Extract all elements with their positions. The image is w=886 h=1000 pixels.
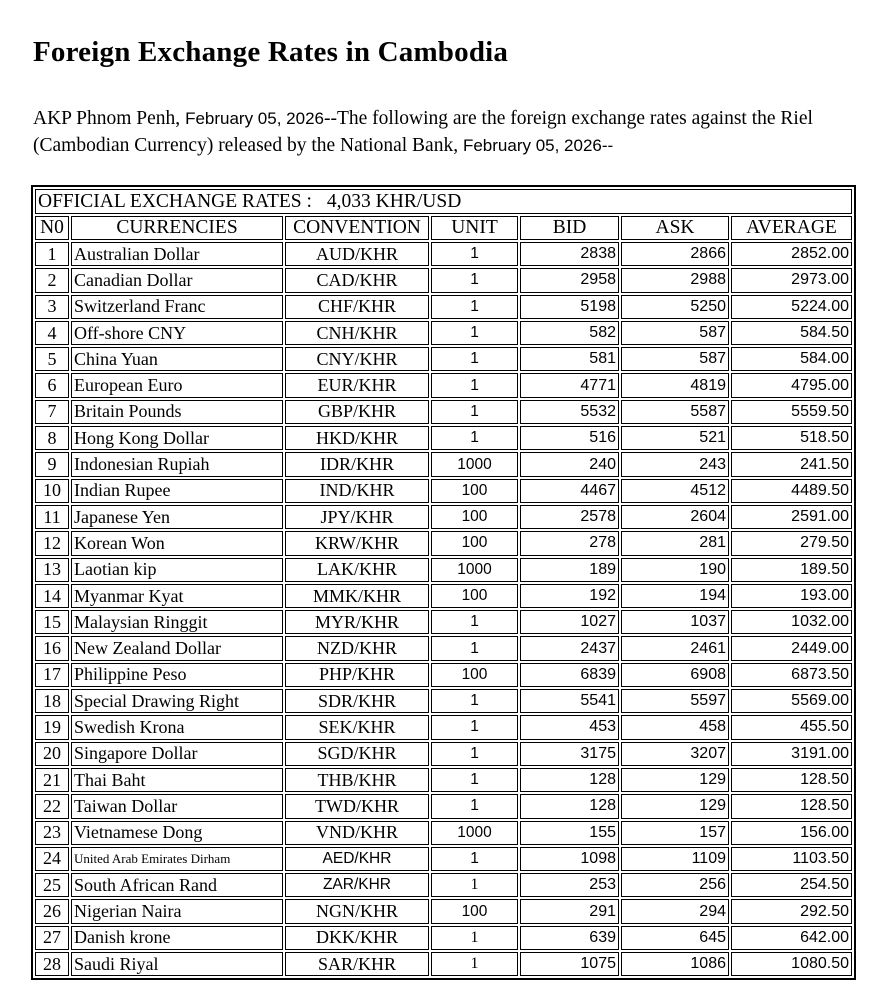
- table-row: [35, 926, 852, 950]
- table-cell-no: 10: [35, 479, 69, 503]
- table-cell-no: 28: [35, 952, 69, 976]
- intro-segment: AKP Phnom Penh,: [33, 108, 186, 129]
- table-cell-bid: 2838: [520, 242, 619, 266]
- table-cell-currency: Saudi Riyal: [71, 952, 283, 976]
- table-cell-currency: Indonesian Rupiah: [71, 452, 283, 476]
- table-cell-bid: 5198: [520, 295, 619, 319]
- table-cell-ask: 587: [621, 321, 729, 345]
- table-cell-convention: SGD/KHR: [285, 742, 429, 766]
- table-cell-unit: 1: [431, 742, 518, 766]
- official-rate-row: [35, 189, 852, 214]
- table-cell-convention: THB/KHR: [285, 768, 429, 792]
- table-cell-unit: 1: [431, 847, 518, 871]
- table-cell-currency: Australian Dollar: [71, 242, 283, 266]
- column-header-row: [35, 216, 852, 240]
- table-cell-convention: MYR/KHR: [285, 610, 429, 634]
- intro-segment: February 05, 2026--: [462, 136, 614, 155]
- table-cell-average: 2973.00: [731, 268, 852, 292]
- official-rate-header: [35, 189, 852, 214]
- table-cell-bid: 1098: [520, 847, 619, 871]
- table-cell-no: 22: [35, 794, 69, 818]
- table-cell-ask: 458: [621, 715, 729, 739]
- table-cell-convention: IND/KHR: [285, 479, 429, 503]
- table-cell-currency: Malaysian Ringgit: [71, 610, 283, 634]
- table-cell-no: 19: [35, 715, 69, 739]
- table-cell-currency: Philippine Peso: [71, 663, 283, 687]
- table-cell-currency: Off-shore CNY: [71, 321, 283, 345]
- table-cell-average: 6873.50: [731, 663, 852, 687]
- table-cell-no: 18: [35, 689, 69, 713]
- table-cell-no: 27: [35, 926, 69, 950]
- table-cell-ask: 256: [621, 873, 729, 897]
- table-cell-ask: 294: [621, 899, 729, 923]
- table-cell-convention: MMK/KHR: [285, 584, 429, 608]
- table-row: [35, 479, 852, 503]
- table-cell-no: 26: [35, 899, 69, 923]
- table-cell-convention: CNH/KHR: [285, 321, 429, 345]
- table-cell-convention: JPY/KHR: [285, 505, 429, 529]
- table-cell-currency: Switzerland Franc: [71, 295, 283, 319]
- table-cell-ask: 2461: [621, 636, 729, 660]
- table-cell-unit: 1000: [431, 452, 518, 476]
- table-cell-no: 7: [35, 400, 69, 424]
- table-cell-no: 24: [35, 847, 69, 871]
- table-cell-bid: 278: [520, 531, 619, 555]
- table-cell-no: 9: [35, 452, 69, 476]
- table-cell-bid: 6839: [520, 663, 619, 687]
- table-cell-ask: 243: [621, 452, 729, 476]
- table-cell-no: 4: [35, 321, 69, 345]
- table-cell-bid: 291: [520, 899, 619, 923]
- table-cell-unit: 1: [431, 373, 518, 397]
- table-cell-average: 1080.50: [731, 952, 852, 976]
- table-cell-ask: 645: [621, 926, 729, 950]
- table-cell-currency: Britain Pounds: [71, 400, 283, 424]
- intro-paragraph: [33, 105, 849, 159]
- table-cell-average: 4489.50: [731, 479, 852, 503]
- table-row: [35, 242, 852, 266]
- table-row: [35, 636, 852, 660]
- column-header: CONVENTION: [285, 216, 429, 240]
- table-cell-currency: Hong Kong Dollar: [71, 426, 283, 450]
- table-cell-unit: 100: [431, 505, 518, 529]
- table-cell-average: 1032.00: [731, 610, 852, 634]
- official-rate-value: 4,033 KHR/USD: [326, 190, 462, 212]
- table-cell-convention: ZAR/KHR: [285, 873, 429, 897]
- table-cell-no: 23: [35, 821, 69, 845]
- table-cell-average: 1103.50: [731, 847, 852, 871]
- table-cell-bid: 128: [520, 768, 619, 792]
- table-cell-unit: 1: [431, 347, 518, 371]
- intro-segment: February 05, 2026: [185, 109, 324, 128]
- table-cell-bid: 3175: [520, 742, 619, 766]
- table-row: [35, 610, 852, 634]
- official-rate-label: OFFICIAL EXCHANGE RATES :: [38, 190, 312, 212]
- table-cell-convention: NGN/KHR: [285, 899, 429, 923]
- column-header: AVERAGE: [731, 216, 852, 240]
- table-cell-average: 584.50: [731, 321, 852, 345]
- table-cell-unit: 1: [431, 768, 518, 792]
- table-row: [35, 584, 852, 608]
- table-cell-bid: 453: [520, 715, 619, 739]
- table-cell-bid: 240: [520, 452, 619, 476]
- table-cell-average: 193.00: [731, 584, 852, 608]
- table-row: [35, 689, 852, 713]
- table-cell-bid: 5541: [520, 689, 619, 713]
- table-cell-convention: AED/KHR: [285, 847, 429, 871]
- table-cell-bid: 2958: [520, 268, 619, 292]
- table-row: [35, 373, 852, 397]
- table-cell-convention: CNY/KHR: [285, 347, 429, 371]
- table-cell-bid: 253: [520, 873, 619, 897]
- table-cell-ask: 521: [621, 426, 729, 450]
- table-cell-no: 21: [35, 768, 69, 792]
- table-cell-bid: 5532: [520, 400, 619, 424]
- intro-segment: --The following are the foreign exchange rates against the Riel (Cambodian Currency) released by the National Bank,: [33, 108, 813, 156]
- table-cell-no: 12: [35, 531, 69, 555]
- table-cell-currency: Danish krone: [71, 926, 283, 950]
- table-cell-bid: 2437: [520, 636, 619, 660]
- table-row: [35, 663, 852, 687]
- exchange-rates-table: [31, 185, 856, 980]
- table-cell-no: 14: [35, 584, 69, 608]
- table-cell-average: 156.00: [731, 821, 852, 845]
- table-cell-bid: 192: [520, 584, 619, 608]
- table-cell-currency: Myanmar Kyat: [71, 584, 283, 608]
- table-cell-ask: 194: [621, 584, 729, 608]
- column-header: ASK: [621, 216, 729, 240]
- table-row: [35, 715, 852, 739]
- table-cell-currency: South African Rand: [71, 873, 283, 897]
- table-cell-ask: 4819: [621, 373, 729, 397]
- table-cell-unit: 1: [431, 242, 518, 266]
- table-row: [35, 426, 852, 450]
- table-cell-bid: 1075: [520, 952, 619, 976]
- table-cell-ask: 1086: [621, 952, 729, 976]
- table-row: [35, 452, 852, 476]
- table-cell-currency: New Zealand Dollar: [71, 636, 283, 660]
- table-cell-bid: 2578: [520, 505, 619, 529]
- table-cell-ask: 157: [621, 821, 729, 845]
- table-cell-no: 16: [35, 636, 69, 660]
- table-cell-unit: 100: [431, 899, 518, 923]
- table-cell-bid: 4771: [520, 373, 619, 397]
- table-cell-ask: 4512: [621, 479, 729, 503]
- table-cell-convention: PHP/KHR: [285, 663, 429, 687]
- table-cell-average: 455.50: [731, 715, 852, 739]
- table-cell-convention: SAR/KHR: [285, 952, 429, 976]
- table-cell-unit: 1: [431, 400, 518, 424]
- table-cell-ask: 5587: [621, 400, 729, 424]
- table-row: [35, 742, 852, 766]
- table-cell-currency: Korean Won: [71, 531, 283, 555]
- table-cell-no: 25: [35, 873, 69, 897]
- table-cell-average: 2852.00: [731, 242, 852, 266]
- table-row: [35, 952, 852, 976]
- column-header: UNIT: [431, 216, 518, 240]
- table-cell-average: 241.50: [731, 452, 852, 476]
- table-cell-unit: 100: [431, 663, 518, 687]
- rates-table-body: [35, 242, 852, 976]
- column-header: BID: [520, 216, 619, 240]
- table-cell-no: 17: [35, 663, 69, 687]
- table-cell-ask: 587: [621, 347, 729, 371]
- table-cell-convention: AUD/KHR: [285, 242, 429, 266]
- table-cell-average: 4795.00: [731, 373, 852, 397]
- table-cell-convention: VND/KHR: [285, 821, 429, 845]
- table-cell-currency: United Arab Emirates Dirham: [71, 847, 283, 871]
- table-cell-convention: EUR/KHR: [285, 373, 429, 397]
- table-cell-average: 584.00: [731, 347, 852, 371]
- table-cell-ask: 2866: [621, 242, 729, 266]
- table-row: [35, 400, 852, 424]
- table-cell-average: 279.50: [731, 531, 852, 555]
- table-cell-currency: Singapore Dollar: [71, 742, 283, 766]
- table-cell-currency: Laotian kip: [71, 558, 283, 582]
- table-cell-unit: 1: [431, 426, 518, 450]
- table-cell-unit: 100: [431, 584, 518, 608]
- table-cell-convention: SDR/KHR: [285, 689, 429, 713]
- column-header: N0: [35, 216, 69, 240]
- table-cell-convention: HKD/KHR: [285, 426, 429, 450]
- table-cell-currency: Taiwan Dollar: [71, 794, 283, 818]
- table-row: [35, 268, 852, 292]
- table-cell-unit: 1: [431, 689, 518, 713]
- table-cell-unit: 1000: [431, 821, 518, 845]
- table-cell-unit: 1: [431, 268, 518, 292]
- table-cell-bid: 189: [520, 558, 619, 582]
- table-cell-unit: 1: [431, 926, 518, 950]
- table-cell-average: 642.00: [731, 926, 852, 950]
- table-cell-bid: 1027: [520, 610, 619, 634]
- table-cell-average: 518.50: [731, 426, 852, 450]
- table-cell-ask: 5250: [621, 295, 729, 319]
- table-cell-ask: 281: [621, 531, 729, 555]
- table-cell-convention: IDR/KHR: [285, 452, 429, 476]
- table-cell-ask: 190: [621, 558, 729, 582]
- table-cell-currency: Thai Baht: [71, 768, 283, 792]
- table-cell-ask: 3207: [621, 742, 729, 766]
- table-cell-currency: Indian Rupee: [71, 479, 283, 503]
- table-cell-ask: 129: [621, 768, 729, 792]
- table-cell-average: 5559.50: [731, 400, 852, 424]
- column-header: CURRENCIES: [71, 216, 283, 240]
- table-cell-ask: 2988: [621, 268, 729, 292]
- table-cell-bid: 581: [520, 347, 619, 371]
- table-cell-unit: 1: [431, 715, 518, 739]
- table-cell-convention: GBP/KHR: [285, 400, 429, 424]
- table-cell-no: 5: [35, 347, 69, 371]
- table-cell-no: 3: [35, 295, 69, 319]
- table-cell-currency: European Euro: [71, 373, 283, 397]
- table-cell-unit: 1: [431, 794, 518, 818]
- table-cell-average: 254.50: [731, 873, 852, 897]
- table-row: [35, 347, 852, 371]
- table-cell-ask: 1109: [621, 847, 729, 871]
- table-row: [35, 295, 852, 319]
- table-cell-convention: LAK/KHR: [285, 558, 429, 582]
- table-cell-ask: 129: [621, 794, 729, 818]
- table-cell-unit: 100: [431, 479, 518, 503]
- table-cell-convention: SEK/KHR: [285, 715, 429, 739]
- table-cell-convention: TWD/KHR: [285, 794, 429, 818]
- table-row: [35, 531, 852, 555]
- table-cell-unit: 1: [431, 321, 518, 345]
- table-cell-no: 2: [35, 268, 69, 292]
- table-row: [35, 873, 852, 897]
- table-cell-currency: Vietnamese Dong: [71, 821, 283, 845]
- table-row: [35, 558, 852, 582]
- table-cell-currency: Canadian Dollar: [71, 268, 283, 292]
- table-cell-average: 5224.00: [731, 295, 852, 319]
- table-cell-no: 20: [35, 742, 69, 766]
- table-cell-convention: CHF/KHR: [285, 295, 429, 319]
- table-cell-unit: 1: [431, 952, 518, 976]
- table-cell-bid: 639: [520, 926, 619, 950]
- table-cell-unit: 1: [431, 295, 518, 319]
- table-cell-currency: Nigerian Naira: [71, 899, 283, 923]
- table-row: [35, 768, 852, 792]
- table-cell-ask: 5597: [621, 689, 729, 713]
- table-cell-no: 1: [35, 242, 69, 266]
- table-cell-average: 292.50: [731, 899, 852, 923]
- table-cell-average: 128.50: [731, 768, 852, 792]
- table-row: [35, 899, 852, 923]
- table-row: [35, 794, 852, 818]
- table-cell-average: 128.50: [731, 794, 852, 818]
- page-title: Foreign Exchange Rates in Cambodia: [33, 36, 509, 68]
- table-cell-bid: 155: [520, 821, 619, 845]
- table-cell-unit: 1: [431, 873, 518, 897]
- table-cell-ask: 6908: [621, 663, 729, 687]
- table-cell-currency: Special Drawing Right: [71, 689, 283, 713]
- table-cell-convention: CAD/KHR: [285, 268, 429, 292]
- table-cell-bid: 128: [520, 794, 619, 818]
- table-cell-average: 5569.00: [731, 689, 852, 713]
- table-cell-currency: Japanese Yen: [71, 505, 283, 529]
- table-cell-no: 15: [35, 610, 69, 634]
- table-cell-bid: 4467: [520, 479, 619, 503]
- table-cell-unit: 1: [431, 610, 518, 634]
- table-cell-convention: DKK/KHR: [285, 926, 429, 950]
- table-cell-convention: NZD/KHR: [285, 636, 429, 660]
- rates-table-container: [31, 185, 856, 980]
- table-row: [35, 321, 852, 345]
- table-cell-unit: 1: [431, 636, 518, 660]
- table-cell-currency: China Yuan: [71, 347, 283, 371]
- table-cell-no: 13: [35, 558, 69, 582]
- table-row: [35, 847, 852, 871]
- table-cell-average: 2449.00: [731, 636, 852, 660]
- table-cell-currency: Swedish Krona: [71, 715, 283, 739]
- table-cell-ask: 2604: [621, 505, 729, 529]
- table-row: [35, 821, 852, 845]
- table-cell-convention: KRW/KHR: [285, 531, 429, 555]
- table-cell-no: 11: [35, 505, 69, 529]
- table-cell-ask: 1037: [621, 610, 729, 634]
- table-cell-bid: 582: [520, 321, 619, 345]
- table-cell-bid: 516: [520, 426, 619, 450]
- table-cell-no: 6: [35, 373, 69, 397]
- table-cell-unit: 1000: [431, 558, 518, 582]
- table-cell-average: 189.50: [731, 558, 852, 582]
- table-cell-no: 8: [35, 426, 69, 450]
- table-cell-unit: 100: [431, 531, 518, 555]
- table-cell-average: 3191.00: [731, 742, 852, 766]
- table-cell-average: 2591.00: [731, 505, 852, 529]
- table-row: [35, 505, 852, 529]
